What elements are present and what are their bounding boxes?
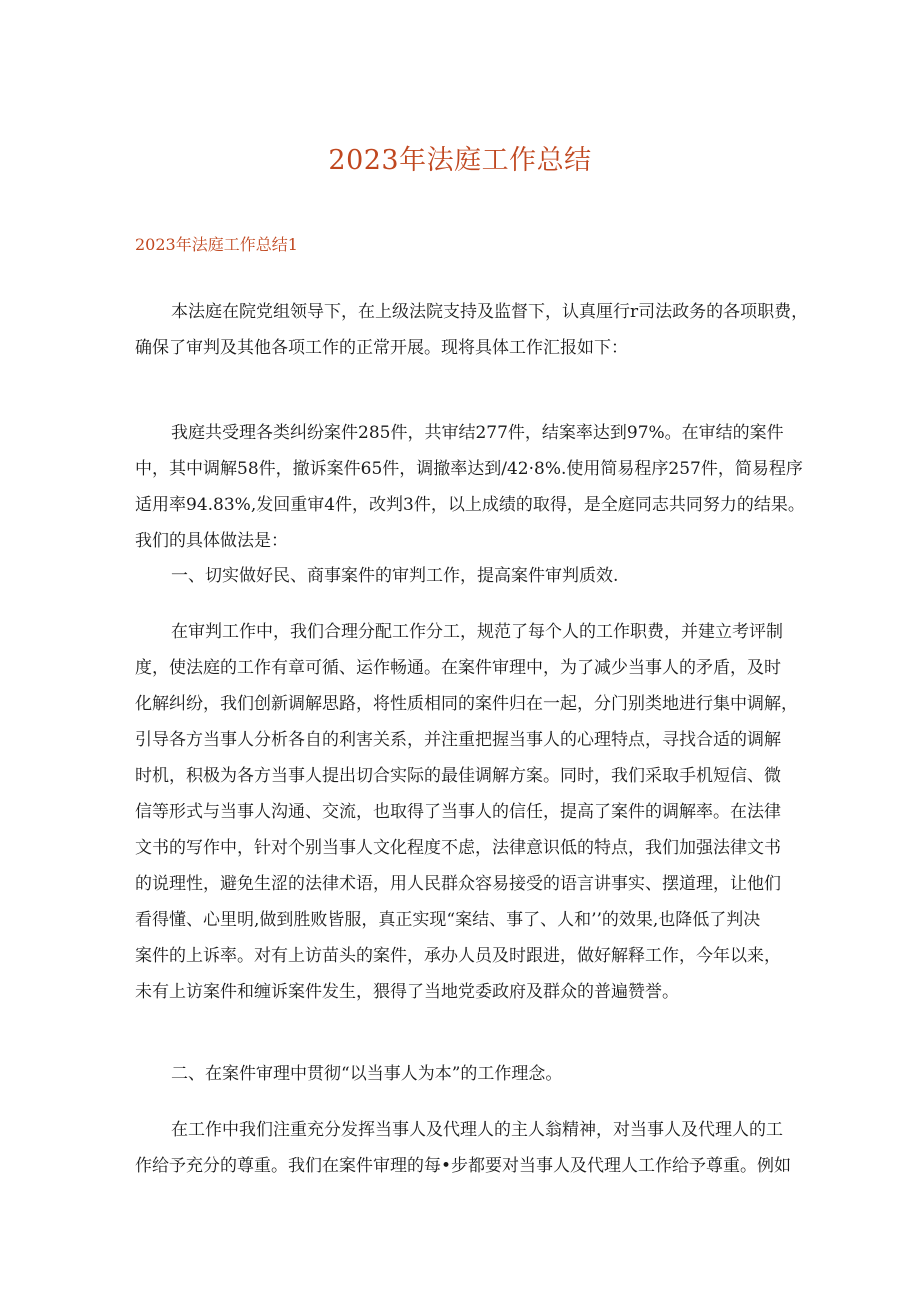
paragraph-line: 信等形式与当事人沟通、交流，也取得了当事人的信任，提高了案件的调解率。在法律 — [135, 802, 781, 822]
subsection-heading-one — [135, 558, 795, 594]
paragraph-line: 二、在案件审理中贯彻“以当事人为本”的工作理念。 — [171, 1064, 563, 1084]
paragraph-line: 时机，积极为各方当事人提出切合实际的最佳调解方案。同时，我们采取手机短信、微 — [135, 766, 781, 786]
paragraph-trial-work — [135, 614, 798, 1010]
paragraph-line: 作给予充分的尊重。我们在案件审理的每•步都要对当事人及代理人工作给予尊重。例如 — [135, 1156, 792, 1176]
paragraph-line: 化解纠纷，我们创新调解思路，将性质相同的案件归在一起，分门别类地进行集中调解， — [135, 694, 798, 714]
paragraph-line: 文书的写作中，针对个别当事人文化程度不虑，法律意识低的特点，我们加强法律文书 — [135, 838, 781, 858]
paragraph-line: 未有上访案件和缠诉案件发生，猥得了当地党委政府及群众的普遍赞誉。 — [135, 982, 679, 1002]
paragraph-line: 在审判工作中，我们合理分配工作分工，规范了每个人的工作职费，并建立考评制 — [171, 622, 783, 642]
paragraph-line: 我们的具体做法是： — [135, 531, 288, 551]
paragraph-line: 中，其中调解58件，撤诉案件65件，调撤率达到/42·8%.使用简易程序257件，简易程序 — [135, 459, 803, 479]
paragraph-line: 本法庭在院党组领导下，在上级法院支持及监督下，认真厘行r司法政务的各项职费， — [171, 302, 809, 322]
paragraph-line: 我庭共受理各类纠纷案件285件，共审结277件，结案率达到97%。在审结的案件 — [171, 423, 784, 443]
paragraph-line: 度，使法庭的工作有章可循、运作畅通。在案件审理中，为了减少当事人的矛盾，及时 — [135, 658, 781, 678]
subsection-heading-two — [135, 1056, 795, 1092]
paragraph-line: 案件的上诉率。对有上访苗头的案件，承办人员及时跟进，做好解释工作，今年以来， — [135, 946, 781, 966]
section-heading: 2023年法庭工作总结1 — [135, 235, 298, 254]
paragraph-intro — [135, 294, 809, 366]
paragraph-party-respect — [135, 1112, 795, 1184]
paragraph-line: 适用率94.83%,发回重审4件，改判3件，以上成绩的取得，是全庭同志共同努力的结果。 — [135, 495, 805, 515]
paragraph-line: 看得懂、心里明,做到胜败皆服，真正实现“案结、事了、人和’’的效果,也降低了判决 — [135, 910, 761, 930]
paragraph-line: 引导各方当事人分析各自的利害关系，并注重把握当事人的心理特点，寻找合适的调解 — [135, 730, 781, 750]
paragraph-line: 一、切实做好民、商事案件的审判工作，提高案件审判质效. — [171, 566, 619, 586]
paragraph-line: 的说理性，避免生涩的法律术语，用人民群众容易接受的语言讲事实、摆道理，让他们 — [135, 874, 781, 894]
paragraph-statistics — [135, 415, 805, 559]
paragraph-line: 确保了审判及其他各项工作的正常开展。现将具体工作汇报如下： — [135, 338, 628, 358]
paragraph-line: 在工作中我们注重充分发挥当事人及代理人的主人翁精神，对当事人及代理人的工 — [171, 1120, 783, 1140]
document-title: 2023年法庭工作总结 — [328, 145, 592, 176]
